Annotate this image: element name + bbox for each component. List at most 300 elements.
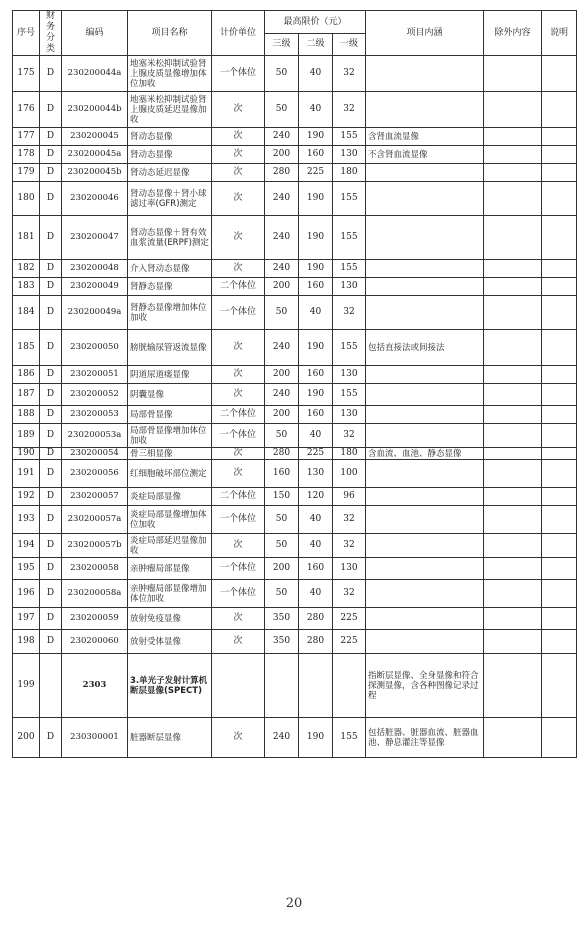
row-seq: 188 — [13, 406, 40, 424]
row-exclusions — [484, 128, 542, 146]
row-notes — [542, 534, 577, 558]
page-number: 20 — [285, 896, 303, 911]
row-item-name: 肾静态显像增加体位加收 — [128, 296, 212, 330]
row-item-content: 不含肾血流显像 — [366, 146, 484, 164]
row-code: 230200060 — [62, 630, 128, 654]
row-exclusions — [484, 488, 542, 506]
table-row — [13, 330, 577, 366]
row-exclusions — [484, 580, 542, 608]
row-financial-category: D — [40, 182, 62, 216]
row-price-level-3 — [265, 654, 299, 718]
row-price-level-3: 240 — [265, 260, 299, 278]
row-financial-category: D — [40, 406, 62, 424]
price-table — [12, 10, 577, 758]
row-financial-category: D — [40, 366, 62, 384]
row-item-name: 3.单光子发射计算机断层显像(SPECT) — [128, 654, 212, 718]
row-item-name: 阴囊显像 — [128, 384, 212, 406]
row-exclusions — [484, 406, 542, 424]
row-code: 230200057b — [62, 534, 128, 558]
row-item-name: 放射免疫显像 — [128, 608, 212, 630]
row-price-level-1: 155 — [333, 718, 366, 758]
row-price-level-2: 190 — [299, 718, 333, 758]
row-item-content — [366, 366, 484, 384]
row-item-name: 地塞米松抑制试验肾上腺皮质延迟显像加收 — [128, 92, 212, 128]
row-price-level-2: 190 — [299, 384, 333, 406]
row-seq: 187 — [13, 384, 40, 406]
row-unit: 一个体位 — [212, 56, 265, 92]
row-exclusions — [484, 278, 542, 296]
row-item-name: 介入肾动态显像 — [128, 260, 212, 278]
row-price-level-1: 130 — [333, 278, 366, 296]
row-financial-category: D — [40, 216, 62, 260]
row-item-name: 亲肿瘤局部显像 — [128, 558, 212, 580]
row-price-level-2: 190 — [299, 330, 333, 366]
row-price-level-3: 50 — [265, 506, 299, 534]
table-row — [13, 448, 577, 460]
row-unit: 次 — [212, 448, 265, 460]
row-item-content: 含血流、血池、静态显像 — [366, 448, 484, 460]
row-unit: 次 — [212, 164, 265, 182]
row-price-level-1: 130 — [333, 558, 366, 580]
row-price-level-3: 150 — [265, 488, 299, 506]
row-item-content — [366, 92, 484, 128]
row-unit: 次 — [212, 384, 265, 406]
row-item-content — [366, 608, 484, 630]
row-notes — [542, 580, 577, 608]
row-price-level-3: 240 — [265, 384, 299, 406]
row-exclusions — [484, 460, 542, 488]
row-price-level-3: 240 — [265, 216, 299, 260]
row-seq: 191 — [13, 460, 40, 488]
row-item-name: 肾动态显像 — [128, 146, 212, 164]
table-row — [13, 630, 577, 654]
row-unit: 次 — [212, 330, 265, 366]
row-code: 230200049 — [62, 278, 128, 296]
row-price-level-1: 100 — [333, 460, 366, 488]
row-price-level-3: 200 — [265, 278, 299, 296]
row-price-level-1: 155 — [333, 330, 366, 366]
row-price-level-3: 350 — [265, 630, 299, 654]
row-notes — [542, 448, 577, 460]
row-item-content — [366, 164, 484, 182]
row-seq: 195 — [13, 558, 40, 580]
row-seq: 185 — [13, 330, 40, 366]
table-row — [13, 164, 577, 182]
row-price-level-3: 240 — [265, 128, 299, 146]
row-code: 230200045 — [62, 128, 128, 146]
table-row — [13, 534, 577, 558]
row-price-level-3: 200 — [265, 146, 299, 164]
row-notes — [542, 654, 577, 718]
row-price-level-1: 32 — [333, 92, 366, 128]
row-item-name: 肾动态显像 — [128, 128, 212, 146]
row-code: 230200054 — [62, 448, 128, 460]
row-item-content — [366, 278, 484, 296]
row-item-name: 局部骨显像增加体位加收 — [128, 424, 212, 448]
row-price-level-1: 32 — [333, 506, 366, 534]
row-price-level-1: 130 — [333, 146, 366, 164]
row-item-content: 包括直接法或间接法 — [366, 330, 484, 366]
row-seq: 196 — [13, 580, 40, 608]
row-price-level-2: 160 — [299, 146, 333, 164]
row-price-level-1: 155 — [333, 260, 366, 278]
row-exclusions — [484, 182, 542, 216]
row-seq: 179 — [13, 164, 40, 182]
row-price-level-1: 32 — [333, 534, 366, 558]
row-financial-category: D — [40, 146, 62, 164]
row-code: 230200057a — [62, 506, 128, 534]
row-unit: 次 — [212, 128, 265, 146]
row-notes — [542, 146, 577, 164]
row-notes — [542, 260, 577, 278]
row-price-level-3: 200 — [265, 366, 299, 384]
row-financial-category: D — [40, 56, 62, 92]
row-seq: 180 — [13, 182, 40, 216]
table-row — [13, 92, 577, 128]
row-unit: 次 — [212, 260, 265, 278]
row-price-level-3: 160 — [265, 460, 299, 488]
row-code: 230200044a — [62, 56, 128, 92]
row-unit: 次 — [212, 146, 265, 164]
row-price-level-1: 96 — [333, 488, 366, 506]
row-price-level-3: 50 — [265, 424, 299, 448]
table-row — [13, 654, 577, 718]
row-seq: 194 — [13, 534, 40, 558]
row-price-level-3: 50 — [265, 56, 299, 92]
row-exclusions — [484, 330, 542, 366]
row-exclusions — [484, 296, 542, 330]
row-price-level-2: 40 — [299, 534, 333, 558]
row-code: 230200050 — [62, 330, 128, 366]
row-code: 230200046 — [62, 182, 128, 216]
row-price-level-2: 130 — [299, 460, 333, 488]
row-exclusions — [484, 654, 542, 718]
row-code: 230200058a — [62, 580, 128, 608]
row-code: 230200058 — [62, 558, 128, 580]
price-table-body — [13, 56, 577, 758]
row-unit: 次 — [212, 608, 265, 630]
table-row — [13, 128, 577, 146]
row-item-name: 红细胞破坏部位测定 — [128, 460, 212, 488]
row-unit: 二个体位 — [212, 278, 265, 296]
row-financial-category — [40, 654, 62, 718]
row-seq: 181 — [13, 216, 40, 260]
row-price-level-2: 40 — [299, 506, 333, 534]
row-price-level-2: 40 — [299, 296, 333, 330]
table-row — [13, 424, 577, 448]
row-price-level-1: 32 — [333, 424, 366, 448]
row-code: 230200053a — [62, 424, 128, 448]
row-price-level-1: 155 — [333, 182, 366, 216]
row-unit: 二个体位 — [212, 406, 265, 424]
row-item-name: 地塞米松抑制试验肾上腺皮质显像增加体位加收 — [128, 56, 212, 92]
row-unit: 一个体位 — [212, 424, 265, 448]
header-exclusions: 除外内容 — [484, 11, 542, 56]
row-price-level-3: 50 — [265, 580, 299, 608]
row-seq: 182 — [13, 260, 40, 278]
row-code: 230200044b — [62, 92, 128, 128]
header-level-3: 三级 — [265, 34, 299, 56]
row-notes — [542, 506, 577, 534]
header-code: 编码 — [62, 11, 128, 56]
row-code: 230200045b — [62, 164, 128, 182]
row-item-content: 含肾血流显像 — [366, 128, 484, 146]
row-unit: 一个体位 — [212, 558, 265, 580]
row-price-level-2: 40 — [299, 580, 333, 608]
row-notes — [542, 460, 577, 488]
row-financial-category: D — [40, 488, 62, 506]
row-item-name: 炎症局部显像 — [128, 488, 212, 506]
row-unit — [212, 654, 265, 718]
row-financial-category: D — [40, 448, 62, 460]
row-code: 230200056 — [62, 460, 128, 488]
row-financial-category: D — [40, 460, 62, 488]
row-unit: 次 — [212, 718, 265, 758]
row-item-content: 指断层显像、全身显像和符合探测显像，含各种图像记录过程 — [366, 654, 484, 718]
row-item-name: 肾动态显像＋肾有效血浆流量(ERPF)测定 — [128, 216, 212, 260]
row-seq: 177 — [13, 128, 40, 146]
row-code: 230200045a — [62, 146, 128, 164]
row-price-level-1: 130 — [333, 406, 366, 424]
row-price-level-1: 180 — [333, 164, 366, 182]
row-item-content — [366, 384, 484, 406]
row-code: 230200051 — [62, 366, 128, 384]
row-price-level-1: 130 — [333, 366, 366, 384]
row-item-name: 膀胱输尿管返流显像 — [128, 330, 212, 366]
row-code: 230200048 — [62, 260, 128, 278]
row-item-content — [366, 558, 484, 580]
header-notes: 说明 — [542, 11, 577, 56]
row-notes — [542, 164, 577, 182]
row-exclusions — [484, 164, 542, 182]
table-row — [13, 278, 577, 296]
row-item-name: 骨三相显像 — [128, 448, 212, 460]
row-exclusions — [484, 366, 542, 384]
row-item-name: 炎症局部延迟显像加收 — [128, 534, 212, 558]
row-seq: 176 — [13, 92, 40, 128]
table-row — [13, 216, 577, 260]
row-unit: 次 — [212, 534, 265, 558]
row-price-level-1: 32 — [333, 580, 366, 608]
row-code: 230200047 — [62, 216, 128, 260]
row-code: 230200059 — [62, 608, 128, 630]
row-unit: 次 — [212, 92, 265, 128]
row-item-content — [366, 182, 484, 216]
row-price-level-3: 50 — [265, 534, 299, 558]
row-price-level-2: 190 — [299, 182, 333, 216]
row-financial-category: D — [40, 534, 62, 558]
header-unit: 计价单位 — [212, 11, 265, 56]
row-exclusions — [484, 56, 542, 92]
row-unit: 次 — [212, 182, 265, 216]
row-financial-category: D — [40, 92, 62, 128]
table-row — [13, 608, 577, 630]
table-row — [13, 488, 577, 506]
row-financial-category: D — [40, 128, 62, 146]
row-exclusions — [484, 424, 542, 448]
row-price-level-1: 32 — [333, 56, 366, 92]
row-item-name: 亲肿瘤局部显像增加体位加收 — [128, 580, 212, 608]
table-row — [13, 506, 577, 534]
row-unit: 一个体位 — [212, 580, 265, 608]
row-price-level-3: 350 — [265, 608, 299, 630]
row-item-content — [366, 296, 484, 330]
row-code: 230300001 — [62, 718, 128, 758]
row-financial-category: D — [40, 330, 62, 366]
row-price-level-1: 155 — [333, 216, 366, 260]
row-exclusions — [484, 384, 542, 406]
row-price-level-1: 32 — [333, 296, 366, 330]
table-row — [13, 260, 577, 278]
header-item-name: 项目名称 — [128, 11, 212, 56]
row-code: 230200057 — [62, 488, 128, 506]
row-price-level-1: 225 — [333, 630, 366, 654]
row-price-level-2: 225 — [299, 164, 333, 182]
row-seq: 183 — [13, 278, 40, 296]
row-seq: 189 — [13, 424, 40, 448]
row-item-content — [366, 534, 484, 558]
row-seq: 178 — [13, 146, 40, 164]
row-code: 2303 — [62, 654, 128, 718]
row-price-level-3: 240 — [265, 182, 299, 216]
row-price-level-2 — [299, 654, 333, 718]
row-exclusions — [484, 92, 542, 128]
table-row — [13, 296, 577, 330]
row-price-level-3: 240 — [265, 330, 299, 366]
row-item-name: 局部骨显像 — [128, 406, 212, 424]
row-notes — [542, 424, 577, 448]
row-unit: 一个体位 — [212, 296, 265, 330]
header-seq: 序号 — [13, 11, 40, 56]
table-row — [13, 406, 577, 424]
row-exclusions — [484, 146, 542, 164]
row-unit: 次 — [212, 366, 265, 384]
row-price-level-1: 180 — [333, 448, 366, 460]
row-item-content — [366, 460, 484, 488]
row-price-level-2: 190 — [299, 260, 333, 278]
row-price-level-1: 225 — [333, 608, 366, 630]
table-row — [13, 56, 577, 92]
row-exclusions — [484, 630, 542, 654]
row-price-level-2: 40 — [299, 92, 333, 128]
row-price-level-1 — [333, 654, 366, 718]
row-financial-category: D — [40, 164, 62, 182]
row-notes — [542, 296, 577, 330]
row-price-level-3: 200 — [265, 406, 299, 424]
row-price-level-3: 280 — [265, 164, 299, 182]
header-level-1: 一级 — [333, 34, 366, 56]
row-financial-category: D — [40, 278, 62, 296]
row-code: 230200052 — [62, 384, 128, 406]
row-item-content — [366, 580, 484, 608]
row-exclusions — [484, 260, 542, 278]
table-row — [13, 146, 577, 164]
row-item-content: 包括脏器、脏器血流、脏器血池、静息灌注等显像 — [366, 718, 484, 758]
row-price-level-2: 160 — [299, 278, 333, 296]
row-item-content — [366, 406, 484, 424]
row-item-content — [366, 630, 484, 654]
table-row — [13, 718, 577, 758]
row-price-level-1: 155 — [333, 384, 366, 406]
row-financial-category: D — [40, 558, 62, 580]
row-price-level-3: 280 — [265, 448, 299, 460]
row-exclusions — [484, 534, 542, 558]
row-financial-category: D — [40, 630, 62, 654]
row-financial-category: D — [40, 580, 62, 608]
row-unit: 次 — [212, 630, 265, 654]
row-item-name: 脏器断层显像 — [128, 718, 212, 758]
row-notes — [542, 384, 577, 406]
row-price-level-2: 120 — [299, 488, 333, 506]
row-financial-category: D — [40, 608, 62, 630]
row-price-level-2: 160 — [299, 406, 333, 424]
row-notes — [542, 558, 577, 580]
row-item-name: 阴道尿道瘘显像 — [128, 366, 212, 384]
row-item-content — [366, 506, 484, 534]
row-price-level-2: 190 — [299, 216, 333, 260]
row-code: 230200049a — [62, 296, 128, 330]
row-exclusions — [484, 216, 542, 260]
row-price-level-3: 50 — [265, 92, 299, 128]
header-item-content: 项目内涵 — [366, 11, 484, 56]
row-item-content — [366, 216, 484, 260]
row-notes — [542, 216, 577, 260]
table-row — [13, 366, 577, 384]
row-unit: 一个体位 — [212, 506, 265, 534]
row-notes — [542, 488, 577, 506]
row-exclusions — [484, 506, 542, 534]
table-row — [13, 580, 577, 608]
row-notes — [542, 366, 577, 384]
row-financial-category: D — [40, 718, 62, 758]
row-financial-category: D — [40, 506, 62, 534]
row-item-content — [366, 56, 484, 92]
row-notes — [542, 630, 577, 654]
row-seq: 199 — [13, 654, 40, 718]
row-price-level-3: 240 — [265, 718, 299, 758]
row-notes — [542, 608, 577, 630]
header-level-2: 二级 — [299, 34, 333, 56]
row-price-level-2: 160 — [299, 366, 333, 384]
row-seq: 200 — [13, 718, 40, 758]
row-notes — [542, 330, 577, 366]
row-seq: 197 — [13, 608, 40, 630]
row-seq: 184 — [13, 296, 40, 330]
row-seq: 198 — [13, 630, 40, 654]
row-seq: 193 — [13, 506, 40, 534]
row-seq: 186 — [13, 366, 40, 384]
row-price-level-3: 200 — [265, 558, 299, 580]
row-notes — [542, 56, 577, 92]
row-exclusions — [484, 608, 542, 630]
row-seq: 175 — [13, 56, 40, 92]
row-price-level-2: 40 — [299, 56, 333, 92]
table-row — [13, 182, 577, 216]
table-row — [13, 460, 577, 488]
row-item-name: 肾动态延迟显像 — [128, 164, 212, 182]
table-row — [13, 558, 577, 580]
table-row — [13, 384, 577, 406]
row-financial-category: D — [40, 424, 62, 448]
row-item-name: 炎症局部显像增加体位加收 — [128, 506, 212, 534]
row-item-content — [366, 424, 484, 448]
row-notes — [542, 278, 577, 296]
row-notes — [542, 182, 577, 216]
row-price-level-2: 225 — [299, 448, 333, 460]
row-unit: 次 — [212, 460, 265, 488]
row-exclusions — [484, 718, 542, 758]
row-exclusions — [484, 448, 542, 460]
